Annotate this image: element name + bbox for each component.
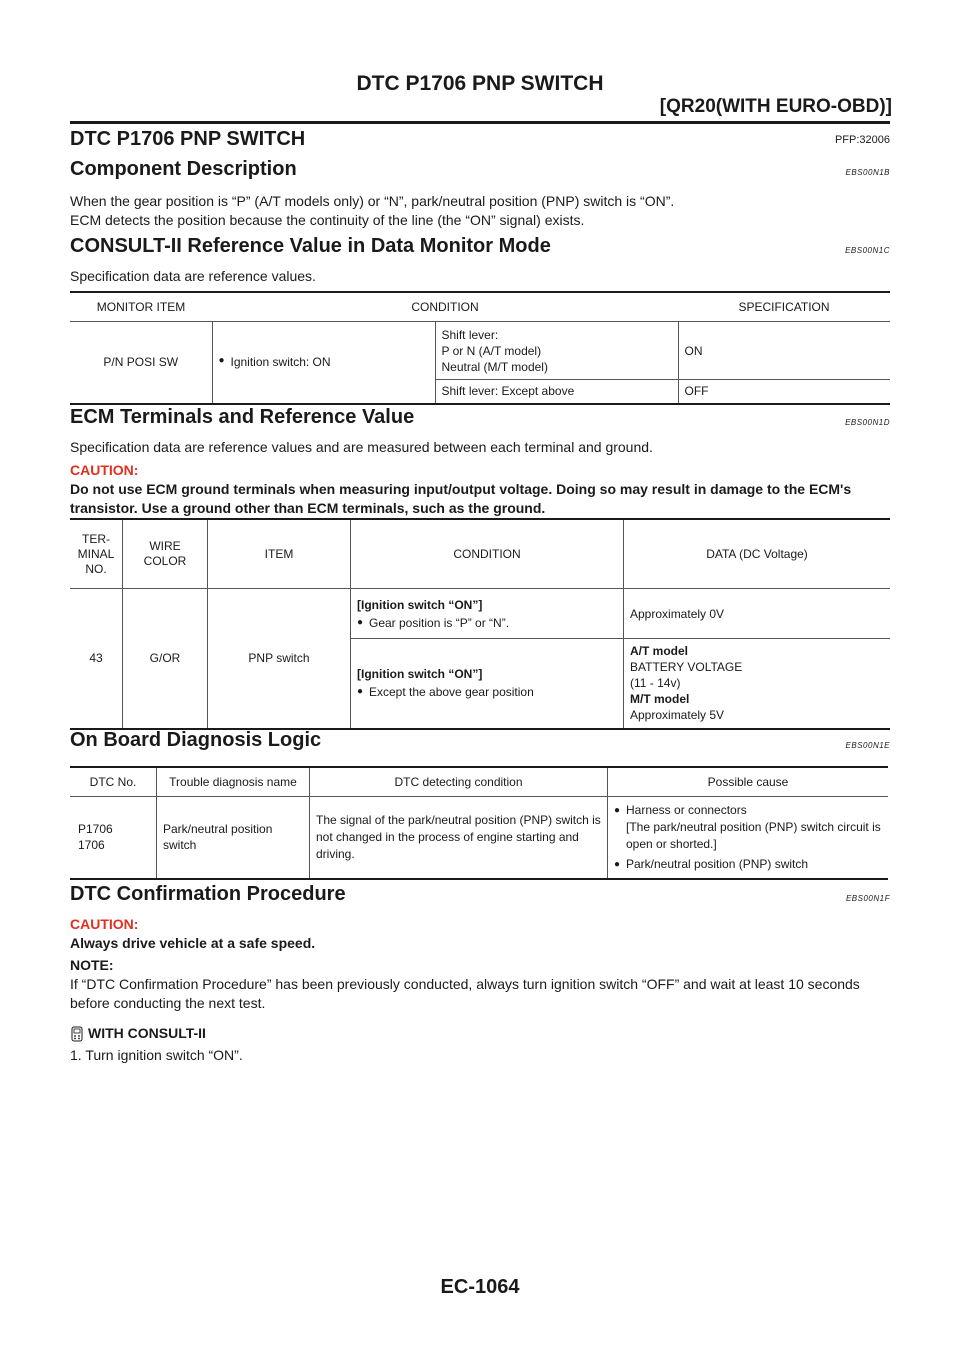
consult-text: Specification data are reference values.: [70, 268, 316, 284]
dtc-cell: [70, 797, 157, 879]
data-cell-1: Approximately 0V: [624, 589, 891, 639]
ecm-text: Specification data are reference values and are measured between each terminal and ground.: [70, 439, 653, 455]
main-title: DTC P1706 PNP SWITCH: [70, 128, 306, 150]
with-consult-line: [70, 1024, 892, 1043]
page-number: EC-1064: [440, 1276, 520, 1298]
condition-cell-2: [351, 639, 624, 729]
col-wire-color: [123, 519, 208, 589]
table-header-row: [70, 767, 888, 797]
header-line: WIRE: [149, 539, 181, 553]
header-divider: [70, 121, 890, 124]
col-possible-cause: Possible cause: [608, 767, 889, 797]
ecm-caution: [70, 461, 892, 518]
col-dtc-no: DTC No.: [70, 767, 157, 797]
monitor-item-cell: P/N POSI SW: [103, 355, 179, 370]
lever-line: Shift lever:: [441, 327, 499, 342]
page-header-title: DTC P1706 PNP SWITCH: [356, 72, 604, 95]
col-condition: CONDITION: [212, 292, 678, 322]
cause-detail: [The park/neutral position (PNP) switch circuit is open or shorted.]: [626, 819, 881, 851]
header-line: TER-: [82, 531, 110, 546]
spec-cell-2: OFF: [678, 380, 890, 404]
table-row: [70, 797, 888, 879]
caution-text: Do not use ECM ground terminals when measuring input/output voltage. Doing so may result in damage to the ECM's transistor. Use a ground other than ECM terminals, such as the ground.: [70, 481, 852, 516]
condition-head: [Ignition switch “ON”]: [357, 667, 483, 682]
dtc-line: P1706: [78, 822, 113, 837]
lever-cell-1: [435, 322, 678, 380]
condition-cell-1: [351, 589, 624, 639]
data-line: BATTERY VOLTAGE: [630, 660, 743, 675]
possible-cause-cell: [608, 797, 889, 879]
col-detecting-condition: DTC detecting condition: [310, 767, 608, 797]
component-code: EBS00N1B: [845, 168, 890, 177]
lever-line: Neutral (M/T model): [441, 359, 548, 374]
header-line: COLOR: [143, 554, 187, 568]
condition-bullet: ● Except the above gear position: [357, 683, 617, 701]
col-monitor-item: MONITOR ITEM: [70, 292, 212, 322]
ecm-terminal-table: [70, 518, 890, 730]
terminal-cell: 43: [89, 651, 103, 666]
wire-cell: G/OR: [123, 589, 208, 729]
data-cell-2: [624, 639, 891, 729]
lever-cell-2: Shift lever: Except above: [435, 380, 678, 404]
col-trouble-name: Trouble diagnosis name: [157, 767, 310, 797]
table-row: [70, 322, 890, 380]
col-item: ITEM: [208, 519, 351, 589]
component-text-line-2: ECM detects the position because the continuity of the line (the “ON” signal) exists.: [70, 212, 585, 228]
col-specification: SPECIFICATION: [678, 292, 890, 322]
component-text: [70, 192, 892, 230]
obd-heading: On Board Diagnosis Logic: [70, 729, 322, 751]
ecm-code: EBS00N1D: [845, 418, 890, 427]
data-line: (11 - 14v): [630, 676, 681, 691]
lever-line: P or N (A/T model): [441, 343, 542, 358]
component-heading: Component Description: [70, 158, 297, 180]
consult-code: EBS00N1C: [845, 246, 890, 255]
consult-heading: CONSULT-II Reference Value in Data Monitor Mode: [70, 235, 551, 257]
caution-label: CAUTION:: [70, 462, 139, 478]
trouble-name-cell: Park/neutral position switch: [157, 797, 310, 879]
header-line: MINAL: [77, 546, 115, 561]
detecting-condition-cell: The signal of the park/neutral position (PNP) switch is not changed in the process of engine starting and driving.: [310, 797, 608, 879]
obd-code: EBS00N1E: [845, 741, 890, 750]
spec-cell-1: ON: [678, 322, 890, 380]
cause-bullet: ● Harness or connectors: [614, 802, 882, 819]
step-1: 1. Turn ignition switch “ON”.: [70, 1047, 243, 1063]
consult-reference-table: [70, 291, 890, 405]
note-text: If “DTC Confirmation Procedure” has been previously conducted, always turn ignition switch “OFF” and wait at least 10 seconds before conducting the next test.: [70, 976, 860, 1011]
condition-head: [Ignition switch “ON”]: [357, 597, 483, 612]
dtc-line: 1706: [78, 838, 105, 853]
obd-logic-table: [70, 766, 888, 880]
confirm-note: [70, 956, 892, 1013]
ecm-heading: ECM Terminals and Reference Value: [70, 406, 415, 428]
condition-cell: [212, 322, 435, 404]
page-header-subtitle: [QR20(WITH EURO-OBD)]: [659, 96, 892, 117]
col-condition: CONDITION: [351, 519, 624, 589]
table-header-row: [70, 292, 890, 322]
condition-bullet: ● Ignition switch: ON: [219, 355, 429, 369]
data-line: M/T model: [630, 692, 690, 707]
note-label: NOTE:: [70, 957, 114, 973]
cause-bullet: ● Park/neutral position (PNP) switch: [614, 856, 882, 873]
col-terminal: [70, 519, 123, 589]
component-text-line-1: When the gear position is “P” (A/T models only) or “N”, park/neutral position (PNP) switch is “ON”.: [70, 193, 675, 209]
caution-label: CAUTION:: [70, 916, 139, 932]
pfp-code: PFP:32006: [834, 134, 890, 146]
table-header-row: [70, 519, 890, 589]
confirm-code: EBS00N1F: [845, 894, 890, 903]
table-row: [70, 589, 890, 639]
with-consult-label: WITH CONSULT-II: [88, 1025, 206, 1041]
header-line: NO.: [85, 561, 107, 576]
consult-tool-icon: [70, 1026, 84, 1042]
confirm-caution: [70, 915, 892, 953]
item-cell: PNP switch: [208, 589, 351, 729]
confirm-heading: DTC Confirmation Procedure: [70, 883, 346, 905]
data-line: Approximately 5V: [630, 708, 725, 723]
caution-text: Always drive vehicle at a safe speed.: [70, 935, 316, 951]
data-line: A/T model: [630, 644, 689, 659]
col-data: DATA (DC Voltage): [624, 519, 891, 589]
condition-bullet: ● Gear position is “P” or “N”.: [357, 614, 617, 632]
